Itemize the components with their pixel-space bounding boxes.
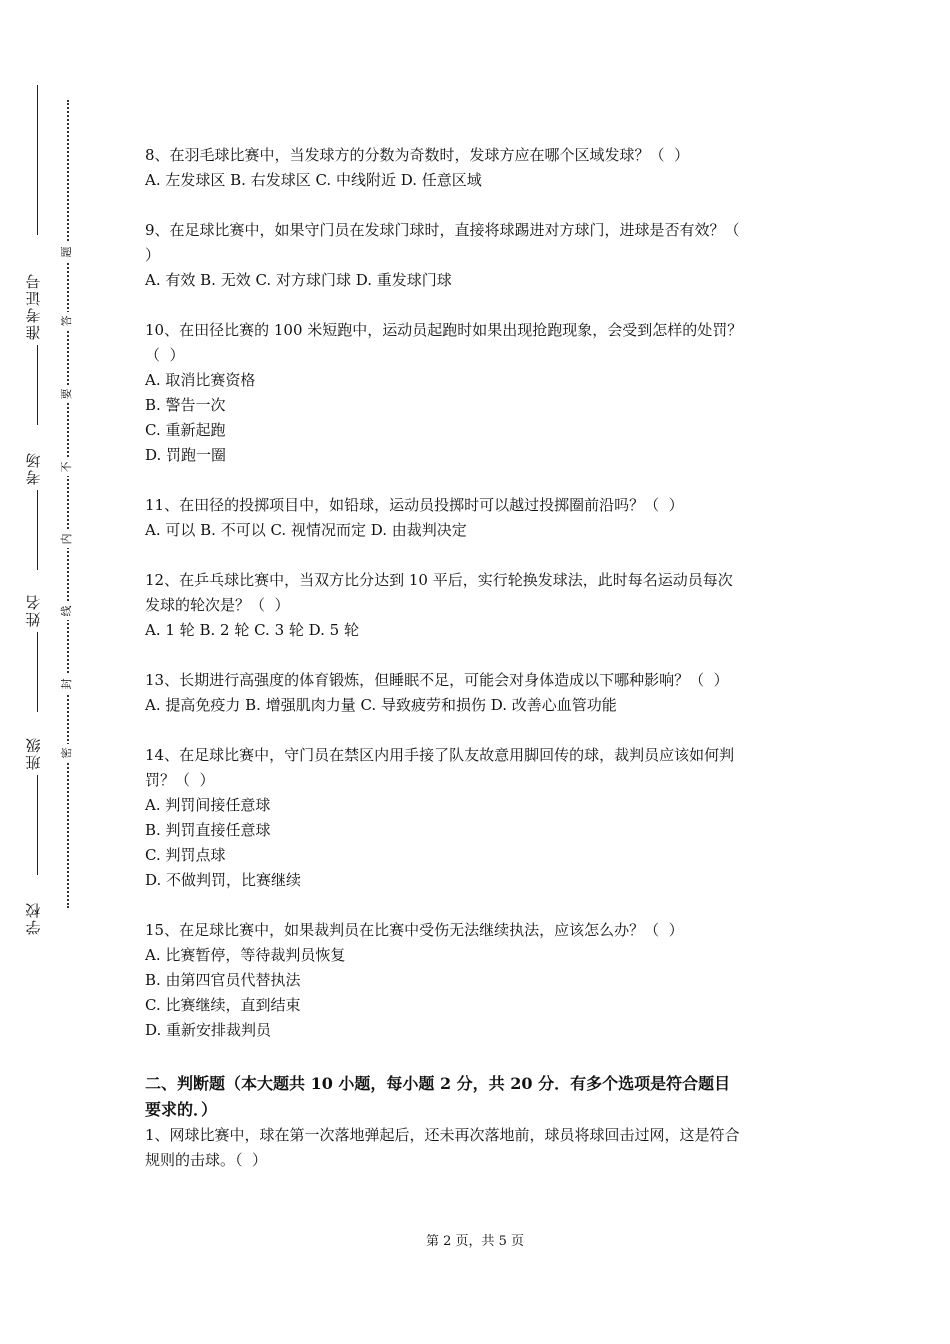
underline bbox=[37, 775, 38, 875]
question-text: 1、网球比赛中，球在第一次落地弹起后，还未再次落地前，球员将球回击过网，这是符合 bbox=[145, 1126, 740, 1144]
question-text: 11、在田径的投掷项目中，如铅球，运动员投掷时可以越过投掷圈前沿吗？（ ） bbox=[145, 496, 684, 514]
option-line: A. 左发球区 B. 右发球区 C. 中线附近 D. 任意区域 bbox=[145, 171, 482, 189]
option-c: C. 判罚点球 bbox=[145, 846, 226, 864]
option-a: A. 取消比赛资格 bbox=[145, 371, 256, 389]
seal-char: 线 bbox=[58, 602, 76, 620]
seal-char: 要 bbox=[58, 385, 76, 403]
class-label: 班级 bbox=[24, 736, 43, 770]
question-9 bbox=[145, 218, 815, 293]
option-d: D. 罚跑一圈 bbox=[145, 446, 227, 464]
student-name-label: 姓名 bbox=[24, 593, 43, 627]
question-text: 发球的轮次是？（ ） bbox=[145, 596, 290, 614]
option-line: A. 有效 B. 无效 C. 对方球门球 D. 重发球门球 bbox=[145, 271, 452, 289]
option-line: A. 1 轮 B. 2 轮 C. 3 轮 D. 5 轮 bbox=[145, 621, 359, 639]
underline bbox=[37, 85, 38, 235]
question-text: 14、在足球比赛中，守门员在禁区内用手接了队友故意用脚回传的球，裁判员应该如何判 bbox=[145, 746, 735, 764]
question-text: 9、在足球比赛中，如果守门员在发球门球时，直接将球踢进对方球门，进球是否有效？（ bbox=[145, 221, 740, 239]
option-b: B. 由第四官员代替执法 bbox=[145, 971, 301, 989]
option-line: A. 提高免疫力 B. 增强肌肉力量 C. 导致疲劳和损伤 D. 改善心血管功能 bbox=[145, 696, 617, 714]
option-b: B. 判罚直接任意球 bbox=[145, 821, 271, 839]
option-a: A. 比赛暂停，等待裁判员恢复 bbox=[145, 946, 346, 964]
question-text: 12、在乒乓球比赛中，当双方比分达到 10 平后，实行轮换发球法，此时每名运动员每次 bbox=[145, 571, 733, 589]
option-line: A. 可以 B. 不可以 C. 视情况而定 D. 由裁判决定 bbox=[145, 521, 467, 539]
school-label: 学校 bbox=[24, 901, 43, 935]
question-12 bbox=[145, 568, 815, 643]
option-c: C. 重新起跑 bbox=[145, 421, 226, 439]
question-text: 8、在羽毛球比赛中，当发球方的分数为奇数时，发球方应在哪个区域发球？（ ） bbox=[145, 146, 690, 164]
question-text: （ ） bbox=[145, 346, 185, 364]
underline bbox=[37, 632, 38, 712]
seal-char: 内 bbox=[58, 530, 76, 548]
section-title-line: 要求的．） bbox=[145, 1100, 218, 1119]
question-13 bbox=[145, 668, 815, 718]
question-14 bbox=[145, 743, 815, 893]
option-b: B. 警告一次 bbox=[145, 396, 226, 414]
question-15 bbox=[145, 918, 815, 1043]
option-c: C. 比赛继续，直到结束 bbox=[145, 996, 301, 1014]
exam-room-label: 考场 bbox=[24, 451, 43, 485]
binding-margin bbox=[0, 0, 110, 1344]
seal-char: 封 bbox=[58, 675, 76, 693]
question-text: 规则的击球。（ ） bbox=[145, 1151, 268, 1169]
seal-char: 题 bbox=[58, 243, 76, 261]
question-text: 罚？（ ） bbox=[145, 771, 215, 789]
seal-char: 答 bbox=[58, 312, 76, 330]
seal-char: 不 bbox=[58, 458, 76, 476]
question-11 bbox=[145, 493, 815, 543]
question-text: 13、长期进行高强度的体育锻炼，但睡眠不足，可能会对身体造成以下哪种影响？（ ） bbox=[145, 671, 729, 689]
page-footer: 第 2 页，共 5 页 bbox=[425, 1234, 525, 1249]
underline bbox=[37, 345, 38, 425]
section-title-line: 二、判断题（本大题共 10 小题，每小题 2 分，共 20 分．有多个选项是符合题目 bbox=[145, 1074, 731, 1093]
underline bbox=[37, 490, 38, 570]
option-d: D. 重新安排裁判员 bbox=[145, 1021, 272, 1039]
question-8 bbox=[145, 143, 815, 193]
exam-number-label: 准考证号 bbox=[24, 272, 43, 340]
exam-content bbox=[145, 143, 815, 1173]
question-10 bbox=[145, 318, 815, 468]
seal-char: 密 bbox=[58, 744, 76, 762]
question-text: ） bbox=[145, 246, 161, 264]
judgement-question-1 bbox=[145, 1123, 815, 1173]
question-text: 15、在足球比赛中，如果裁判员在比赛中受伤无法继续执法，应该怎么办？（ ） bbox=[145, 921, 684, 939]
section-2-title bbox=[145, 1071, 815, 1123]
seal-dotted-line bbox=[67, 100, 69, 908]
option-a: A. 判罚间接任意球 bbox=[145, 796, 271, 814]
option-d: D. 不做判罚，比赛继续 bbox=[145, 871, 302, 889]
question-text: 10、在田径比赛的 100 米短跑中，运动员起跑时如果出现抢跑现象，会受到怎样的处罚？ bbox=[145, 321, 743, 339]
